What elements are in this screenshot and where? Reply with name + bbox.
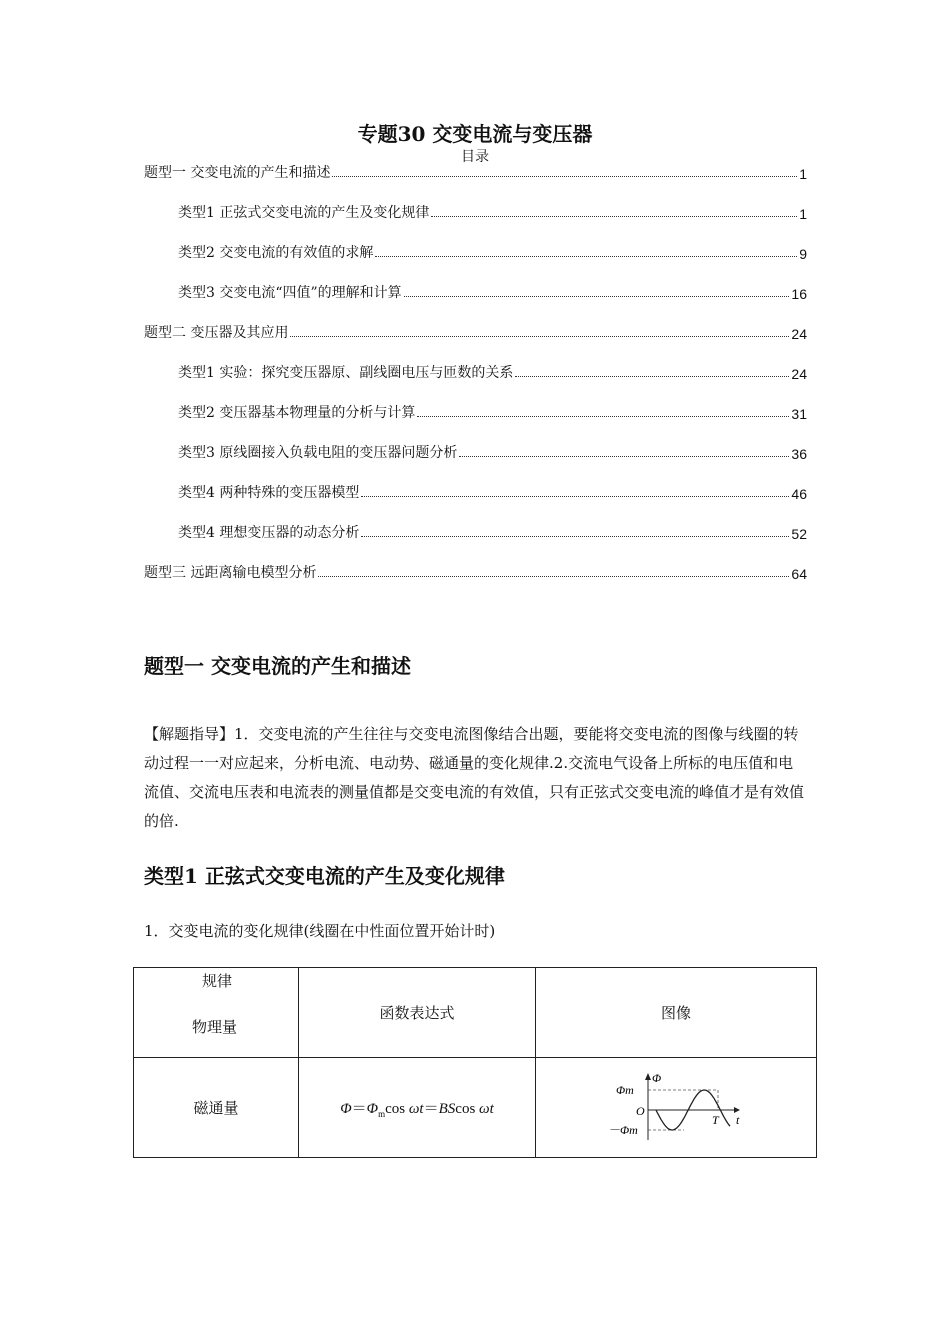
- toc-entry[interactable]: [178, 442, 807, 462]
- toc-entry-text: 类型4 两种特殊的变压器模型: [178, 485, 360, 501]
- header-formula: 函数表达式: [299, 968, 536, 1058]
- toc-page-number: 31: [791, 406, 807, 422]
- solution-guide-paragraph: 【解题指导】1．交变电流的产生往往与交变电流图像结合出题，要能将交变电流的图像与线圈的转动过程一一对应起来，分析电流、电动势、磁通量的变化规律.2.交流电气设备上所标的电压值和电流值、交流电压表和电流表的测量值都是交变电流的有效值，只有正弦式交变电流的峰值才是有效值的倍.: [144, 725, 805, 830]
- toc-entry-text: 类型3 交变电流“四值”的理解和计算: [178, 285, 402, 301]
- toc-leader-dots: [361, 536, 789, 537]
- header-cell-diagonal: [134, 968, 299, 1058]
- toc-entry-text: 类型3 原线圈接入负载电阻的变压器问题分析: [178, 445, 458, 461]
- period-label: T: [712, 1112, 719, 1127]
- toc-page-number: 1: [799, 206, 807, 222]
- y-axis-arrow: [645, 1073, 651, 1080]
- toc-entry[interactable]: [178, 402, 807, 422]
- toc-entry[interactable]: [178, 282, 807, 302]
- toc-entry[interactable]: [178, 482, 807, 502]
- toc-entry-text: 类型2 交变电流的有效值的求解: [178, 245, 374, 261]
- toc-leader-dots: [515, 376, 789, 377]
- toc-leader-dots: [417, 416, 789, 417]
- toc-entry[interactable]: [178, 242, 807, 262]
- toc-page-number: 64: [791, 566, 807, 582]
- regularity-table: [133, 967, 817, 1158]
- toc-entry-text: 题型一 交变电流的产生和描述: [144, 165, 331, 181]
- flux-formula: $\Phi=\Phi_m\cos$ ωt＝BScos ωt: [299, 1058, 536, 1158]
- y-axis-label: Φ: [652, 1070, 662, 1085]
- toc-page-number: 24: [791, 366, 807, 382]
- toc-leader-dots: [431, 216, 797, 217]
- toc-entry[interactable]: [178, 522, 807, 542]
- toc-entry[interactable]: [144, 562, 807, 582]
- toc-leader-dots: [290, 336, 789, 337]
- y-max-label: Φm: [616, 1082, 634, 1097]
- header-top-label: 规律: [202, 972, 233, 990]
- row-label-flux: 磁通量: [134, 1058, 299, 1158]
- page-title: 专题30 交变电流与变压器: [357, 122, 593, 146]
- header-graph: 图像: [536, 968, 817, 1058]
- toc-entry-text: 题型三 远距离输电模型分析: [144, 565, 317, 581]
- toc-page-number: 52: [791, 526, 807, 542]
- origin-label: O: [636, 1103, 645, 1118]
- toc-page-number: 24: [791, 326, 807, 342]
- toc-entry-text: 题型二 变压器及其应用: [144, 325, 289, 341]
- toc-leader-dots: [318, 576, 789, 577]
- flux-cosine-graph: [606, 1070, 746, 1146]
- toc-page-number: 36: [791, 446, 807, 462]
- header-bottom-label: 物理量: [192, 1018, 238, 1036]
- toc-leader-dots: [361, 496, 789, 497]
- toc-page-number: 46: [791, 486, 807, 502]
- toc-entry[interactable]: [178, 202, 807, 222]
- toc-entry-text: 类型4 理想变压器的动态分析: [178, 525, 360, 541]
- list-item: 1．交变电流的变化规律(线圈在中性面位置开始计时): [144, 922, 496, 940]
- toc-page-number: 9: [799, 246, 807, 262]
- flux-graph-cell: [536, 1058, 817, 1158]
- toc-entry[interactable]: [144, 322, 807, 342]
- toc-leader-dots: [404, 296, 790, 297]
- toc-leader-dots: [332, 176, 797, 177]
- toc-entry[interactable]: [178, 362, 807, 382]
- section-heading: 题型一 交变电流的产生和描述: [144, 654, 411, 678]
- toc-entry[interactable]: [144, 162, 807, 182]
- toc-page-number: 16: [791, 286, 807, 302]
- toc-leader-dots: [459, 456, 789, 457]
- subsection-heading: 类型1 正弦式交变电流的产生及变化规律: [144, 864, 505, 888]
- toc-entry-text: 类型1 正弦式交变电流的产生及变化规律: [178, 205, 430, 221]
- toc-entry-text: 类型2 变压器基本物理量的分析与计算: [178, 405, 416, 421]
- toc-page-number: 1: [799, 166, 807, 182]
- x-axis-label: t: [736, 1112, 740, 1127]
- toc-entry-text: 类型1 实验：探究变压器原、副线圈电压与匝数的关系: [178, 365, 514, 381]
- toc-leader-dots: [375, 256, 797, 257]
- toc-label: 目录: [461, 149, 489, 165]
- y-min-label: －Φm: [608, 1122, 638, 1137]
